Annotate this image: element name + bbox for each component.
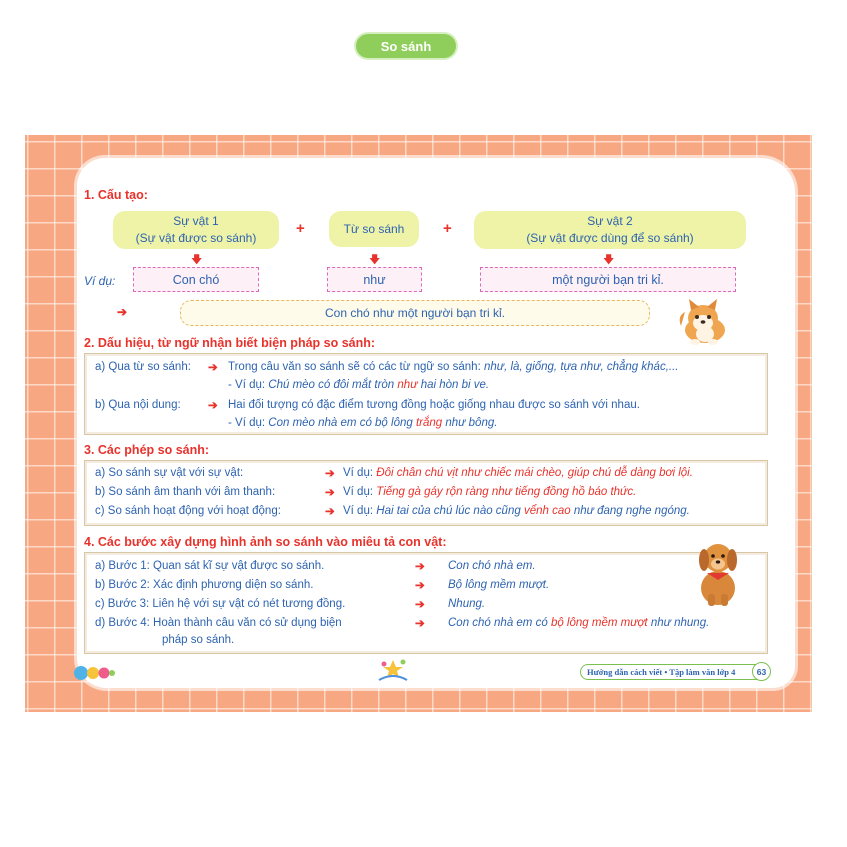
- row-a-words: như, là, giống, tựa như, chẳng khác,...: [483, 361, 679, 373]
- footer-book-title: Hướng dẫn cách viết • Tập làm văn lớp 4: [580, 664, 766, 680]
- section2-box: [84, 353, 768, 435]
- subject2-box: [474, 211, 746, 249]
- subject1-title: Sự vật 1: [173, 214, 219, 228]
- subject2-title: Sự vật 2: [587, 214, 633, 228]
- example-part1: Con chó nhà em có: [448, 617, 548, 629]
- row-example: [343, 486, 636, 498]
- step-example: Nhung.: [448, 598, 486, 610]
- row-a-example: [228, 379, 489, 391]
- example-part3: như nhung.: [650, 617, 710, 629]
- step-label: d) Bước 4: Hoàn thành câu văn có sử dụng biện: [95, 617, 342, 629]
- arrow-down-icon: 🡇: [369, 254, 381, 266]
- example-comparison-word: như: [327, 267, 422, 292]
- example-subject1: Con chó: [133, 267, 259, 292]
- arrow-right-icon: ➔: [415, 580, 425, 592]
- row-b-label: b) Qua nội dung:: [95, 399, 181, 411]
- example-part1: Tiếng gà gáy rộn ràng như: [376, 486, 512, 498]
- row-label: c) So sánh hoạt động với hoạt động:: [95, 505, 281, 517]
- subject2-subtitle: (Sự vật được dùng để so sánh): [526, 231, 694, 245]
- subject1-subtitle: (Sự vật được so sánh): [135, 231, 257, 245]
- arrow-right-icon: ➔: [415, 599, 425, 611]
- arrow-down-icon: 🡇: [603, 254, 615, 266]
- comparison-word-title: Từ so sánh: [343, 221, 405, 236]
- example-result: Con chó như một người bạn tri kỉ.: [180, 300, 650, 326]
- subject1-box: [113, 211, 279, 249]
- step-label: c) Bước 3: Liên hệ với sự vật có nét tương đồng.: [95, 598, 346, 610]
- example-prefix: Ví dụ:: [343, 505, 374, 517]
- example-part1: Chú mèo có đôi mắt tròn: [268, 379, 395, 391]
- row-example: [343, 467, 693, 479]
- section3-box: [84, 460, 768, 526]
- plus-sign: +: [296, 220, 305, 237]
- row-a-description: Trong câu văn so sánh sẽ có các từ ngữ so sánh:: [228, 361, 481, 373]
- example-prefix: - Ví dụ:: [228, 417, 266, 429]
- section4-box: [84, 552, 768, 654]
- plus-sign: +: [443, 220, 452, 237]
- step-label: a) Bước 1: Quan sát kĩ sự vật được so sánh.: [95, 560, 325, 572]
- example-part1: Hai tai của chú lúc nào cũng: [376, 505, 521, 517]
- example-part1: Đôi chân chú vịt như: [376, 467, 482, 479]
- row-b-text: Hai đối tượng có đặc điểm tương đồng hoặc giống nhau được so sánh với nhau.: [228, 399, 640, 411]
- example-part1: Con mèo nhà em có bộ lông: [268, 417, 413, 429]
- example-prefix: - Ví dụ:: [228, 379, 266, 391]
- arrow-right-icon: ➔: [415, 561, 425, 573]
- arrow-right-icon: ➔: [208, 400, 218, 412]
- section2-heading: 2. Dấu hiệu, từ ngữ nhận biết biện pháp so sánh:: [84, 336, 376, 350]
- dog-illustration-icon: [693, 536, 743, 608]
- arrow-right-icon: ➔: [325, 487, 335, 499]
- section4-heading: 4. Các bước xây dựng hình ảnh so sánh vào miêu tả con vật:: [84, 535, 447, 549]
- row-label: a) So sánh sự vật với sự vật:: [95, 467, 244, 479]
- publisher-logo-icon: [73, 664, 115, 682]
- page-number: 63: [752, 662, 771, 681]
- step-example: Con chó nhà em.: [448, 560, 536, 572]
- example-highlight: như: [397, 379, 418, 391]
- row-a-label: a) Qua từ so sánh:: [95, 361, 191, 373]
- example-highlight: trắng: [415, 417, 443, 429]
- example-part3: hai hòn bi ve.: [420, 379, 490, 391]
- section1-heading: 1. Cấu tạo:: [84, 188, 148, 202]
- example-highlight: vểnh cao: [523, 505, 571, 517]
- arrow-right-icon: ➔: [415, 618, 425, 630]
- arrow-right-icon: ➔: [117, 305, 128, 319]
- section3-heading: 3. Các phép so sánh:: [84, 443, 210, 457]
- example-highlight: tiếng đồng hồ báo thức.: [515, 486, 637, 498]
- example-subject2: một người bạn tri kỉ.: [480, 267, 736, 292]
- example-prefix: Ví dụ:: [343, 467, 374, 479]
- step-label-continued: pháp so sánh.: [162, 634, 235, 646]
- step-example: Bộ lông mềm mượt.: [448, 579, 550, 591]
- example-prefix: Ví dụ:: [343, 486, 374, 498]
- row-b-example: [228, 417, 497, 429]
- example-part3: giúp chú dễ dàng bơi lội.: [567, 467, 693, 479]
- step-label: b) Bước 2: Xác định phương diện so sánh.: [95, 579, 314, 591]
- arrow-right-icon: ➔: [325, 468, 335, 480]
- dog-illustration-icon: [675, 296, 733, 346]
- example-part3: như đang nghe ngóng.: [573, 505, 690, 517]
- example-label: Ví dụ:: [84, 274, 116, 288]
- comparison-word-box: [329, 211, 419, 247]
- row-label: b) So sánh âm thanh với âm thanh:: [95, 486, 276, 498]
- arrow-right-icon: ➔: [208, 362, 218, 374]
- arrow-right-icon: ➔: [325, 506, 335, 518]
- example-highlight: bộ lông mềm mượt: [550, 617, 648, 629]
- row-a-text: [228, 361, 678, 373]
- step-example: [448, 617, 709, 629]
- example-part3: như bông.: [445, 417, 498, 429]
- book-logo-icon: [375, 656, 411, 684]
- row-example: [343, 505, 690, 517]
- example-highlight: chiếc mái chèo,: [484, 467, 565, 479]
- arrow-down-icon: 🡇: [191, 254, 203, 266]
- page-title: So sánh: [356, 34, 456, 58]
